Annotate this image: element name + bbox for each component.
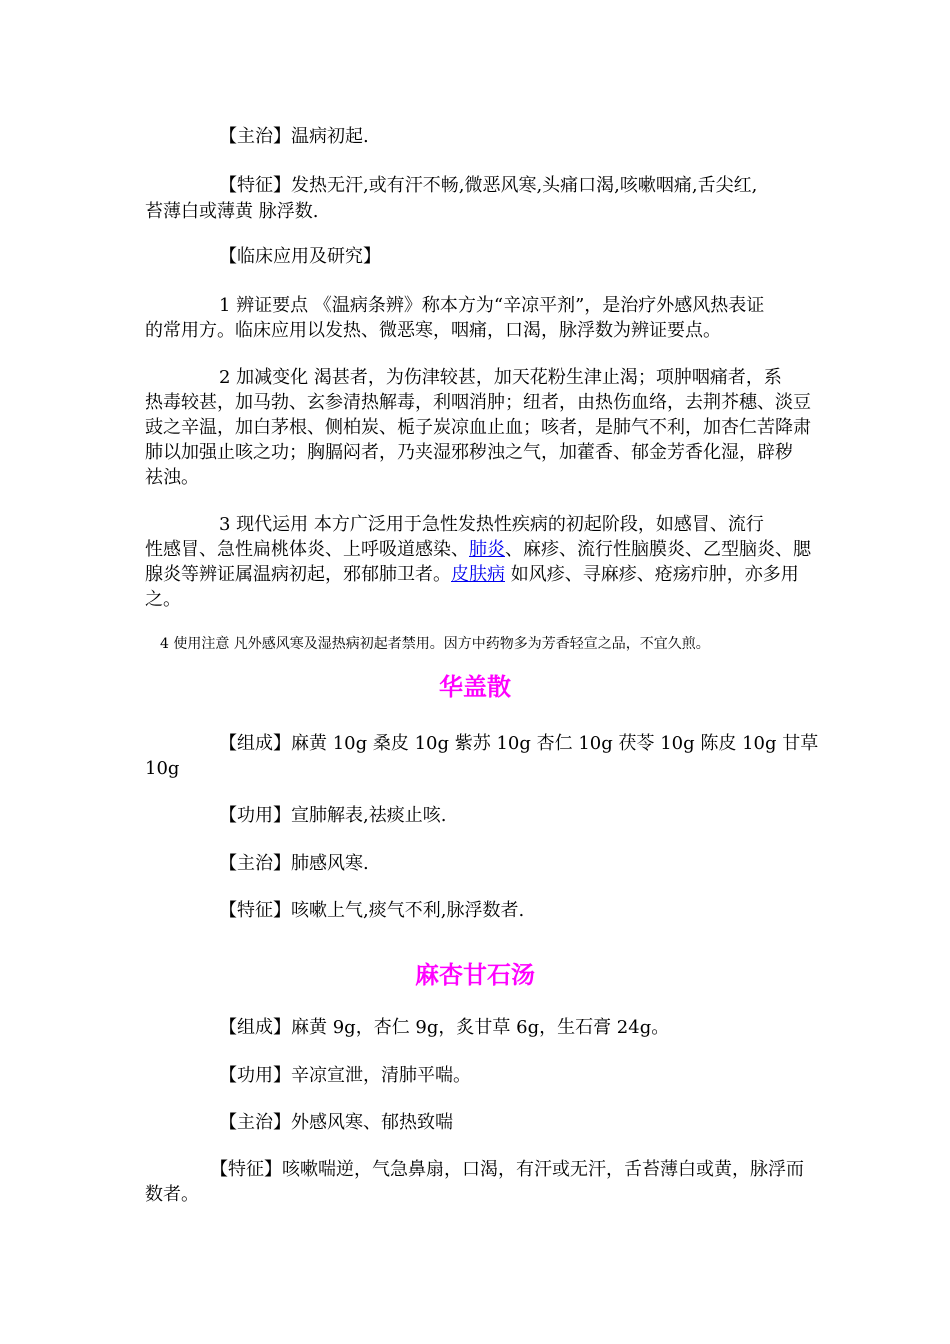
maxing-zucheng: 【组成】麻黄 9g，杏仁 9g，炙甘草 6g，生石膏 24g。: [219, 1017, 670, 1038]
item3-line-2: [145, 537, 811, 563]
item3-text-2a: 性感冒、急性扁桃体炎、上呼吸道感染、: [145, 539, 469, 560]
maxing-tezheng-line-1: 【特征】咳嗽喘逆，气急鼻扇，口渴，有汗或无汗，舌苔薄白或黄，脉浮而: [210, 1159, 804, 1180]
item3-line-3: [145, 562, 807, 588]
item4-line: 4 使用注意 凡外感风寒及湿热病初起者禁用。因方中药物多为芳香轻宣之品，不宜久煎。: [160, 636, 710, 652]
huagaisan-zucheng-line-2: 10g: [145, 758, 180, 779]
zhuzhi-line: 【主治】温病初起.: [219, 126, 369, 147]
maxing-gongyong: 【功用】辛凉宣泄，清肺平喘。: [219, 1065, 471, 1086]
item3-line-4: 之。: [145, 589, 181, 610]
item1-line-2: 的常用方。临床应用以发热、微恶寒，咽痛，口渴，脉浮数为辨证要点。: [145, 320, 721, 341]
item2-line-3: 豉之辛温，加白茅根、侧柏炭、栀子炭凉血止血；咳者，是肺气不利，加杏仁苦降肃: [145, 417, 811, 438]
item2-line-2: 热毒较甚，加马勃、玄参清热解毒，利咽消肿；纽者，由热伤血络，去荆芥穗、淡豆: [145, 392, 811, 413]
link-feiyan[interactable]: 肺炎: [469, 539, 505, 560]
section-title-maxingganshitang: 麻杏甘石汤: [415, 961, 535, 989]
huagaisan-zucheng-line-1: 【组成】麻黄 10g 桑皮 10g 紫苏 10g 杏仁 10g 茯苓 10g 陈皮 10g 甘草: [219, 733, 819, 754]
item2-line-5: 祛浊。: [145, 467, 199, 488]
item3-text-3b: 如风疹、寻麻疹、疮疡疖肿，亦多用: [505, 564, 799, 585]
huagaisan-tezheng: 【特征】咳嗽上气,痰气不利,脉浮数者.: [219, 900, 525, 921]
maxing-tezheng-line-2: 数者。: [145, 1184, 199, 1205]
tezheng-line-1: 【特征】发热无汗,或有汗不畅,微恶风寒,头痛口渴,咳嗽咽痛,舌尖红,: [219, 175, 758, 196]
huagaisan-zhuzhi: 【主治】肺感风寒.: [219, 853, 369, 874]
item3-text-3a: 腺炎等辨证属温病初起，邪郁肺卫者。: [145, 564, 451, 585]
item3-line-1: 3 现代运用 本方广泛用于急性发热性疾病的初起阶段，如感冒、流行: [219, 514, 764, 535]
linchuang-heading: 【临床应用及研究】: [219, 246, 381, 267]
huagaisan-gongyong: 【功用】宣肺解表,祛痰止咳.: [219, 805, 447, 826]
maxing-zhuzhi: 【主治】外感风寒、郁热致喘: [219, 1112, 453, 1133]
tezheng-line-2: 苔薄白或薄黄 脉浮数.: [145, 201, 319, 222]
item1-line-1: 1 辨证要点 《温病条辨》称本方为“辛凉平剂”，是治疗外感风热表证: [219, 295, 765, 316]
item2-line-4: 肺以加强止咳之功；胸膈闷者，乃夹湿邪秽浊之气，加藿香、郁金芳香化湿，辟秽: [145, 442, 793, 463]
link-pifubing[interactable]: 皮肤病: [451, 564, 505, 585]
item2-line-1: 2 加减变化 渴甚者，为伤津较甚，加天花粉生津止渴；项肿咽痛者，系: [219, 367, 782, 388]
item3-text-2b: 、麻疹、流行性脑膜炎、乙型脑炎、腮: [505, 539, 811, 560]
section-title-huagaisan: 华盖散: [439, 673, 511, 701]
